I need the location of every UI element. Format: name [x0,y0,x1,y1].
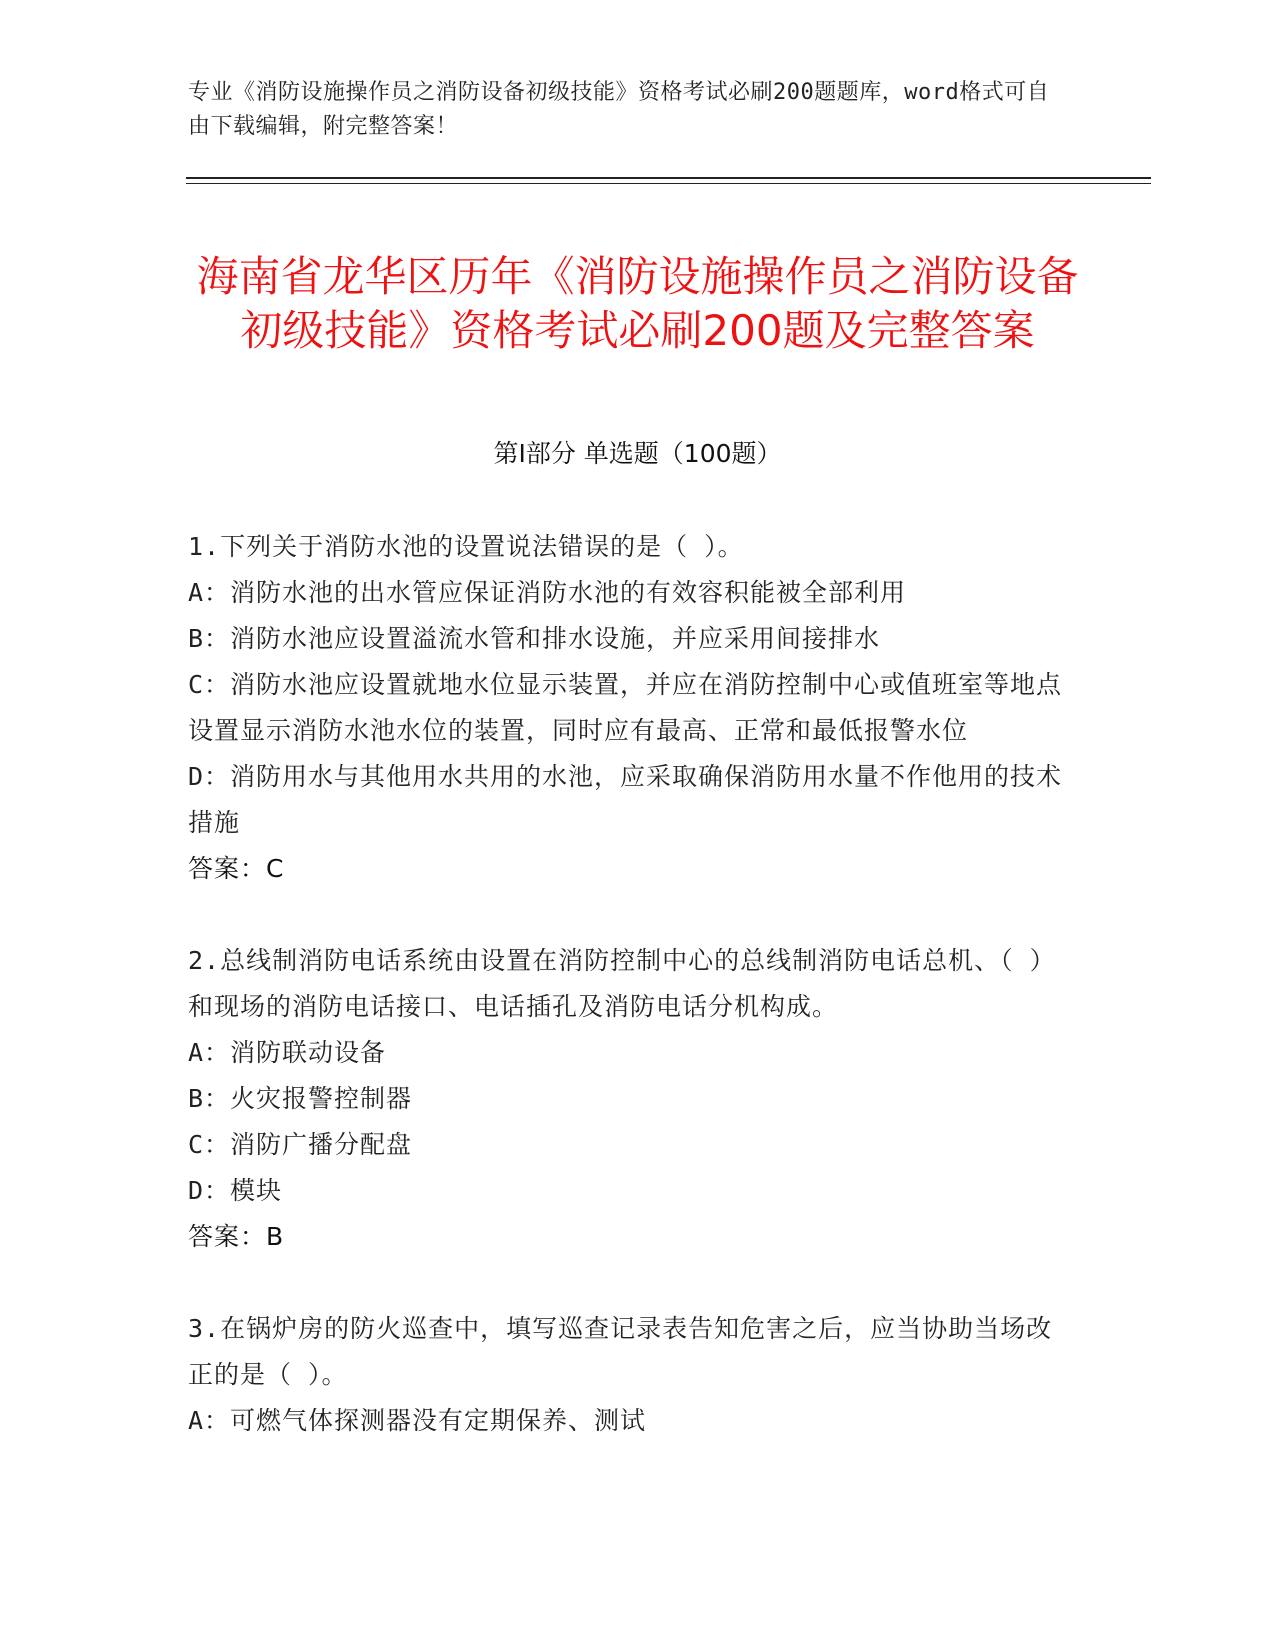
question-3 [188,1306,1078,1444]
option-c: C：消防广播分配盘 [188,1130,413,1159]
section-heading: 第Ⅰ部分 单选题（100题） [493,439,782,468]
option-a: A：可燃气体探测器没有定期保养、测试 [188,1406,647,1435]
option-a: A：消防水池的出水管应保证消防水池的有效容积能被全部利用 [188,578,907,607]
option-d: D：消防用水与其他用水共用的水池，应采取确保消防用水量不作他用的技术措施 [188,762,1063,837]
answer: 答案：C [188,854,285,883]
question-1 [188,524,1078,892]
question-stem: 3.在锅炉房的防火巡查中，填写巡查记录表告知危害之后，应当协助当场改正的是（ ）。 [188,1314,1053,1389]
header-divider-thin [186,183,1151,184]
option-b: B：火灾报警控制器 [188,1084,413,1113]
question-2 [188,938,1078,1260]
option-c: C：消防水池应设置就地水位显示装置，并应在消防控制中心或值班室等地点设置显示消防水池水位的装置，同时应有最高、正常和最低报警水位 [188,670,1063,745]
question-stem: 2.总线制消防电话系统由设置在消防控制中心的总线制消防电话总机、（ ）和现场的消防电话接口、电话插孔及消防电话分机构成。 [188,946,1056,1021]
option-d: D：模块 [188,1176,283,1205]
header-divider [186,177,1151,179]
document-title: 海南省龙华区历年《消防设施操作员之消防设备初级技能》资格考试必刷200题及完整答案 [196,252,1079,356]
option-a: A：消防联动设备 [188,1038,387,1067]
header-note: 专业《消防设施操作员之消防设备初级技能》资格考试必刷200题题库，word格式可自由下载编辑，附完整答案！ [188,80,1050,139]
question-stem: 1.下列关于消防水池的设置说法错误的是（ ）。 [188,532,744,561]
question-list [188,524,1078,1490]
answer: 答案：B [188,1222,285,1251]
option-b: B：消防水池应设置溢流水管和排水设施，并应采用间接排水 [188,624,881,653]
